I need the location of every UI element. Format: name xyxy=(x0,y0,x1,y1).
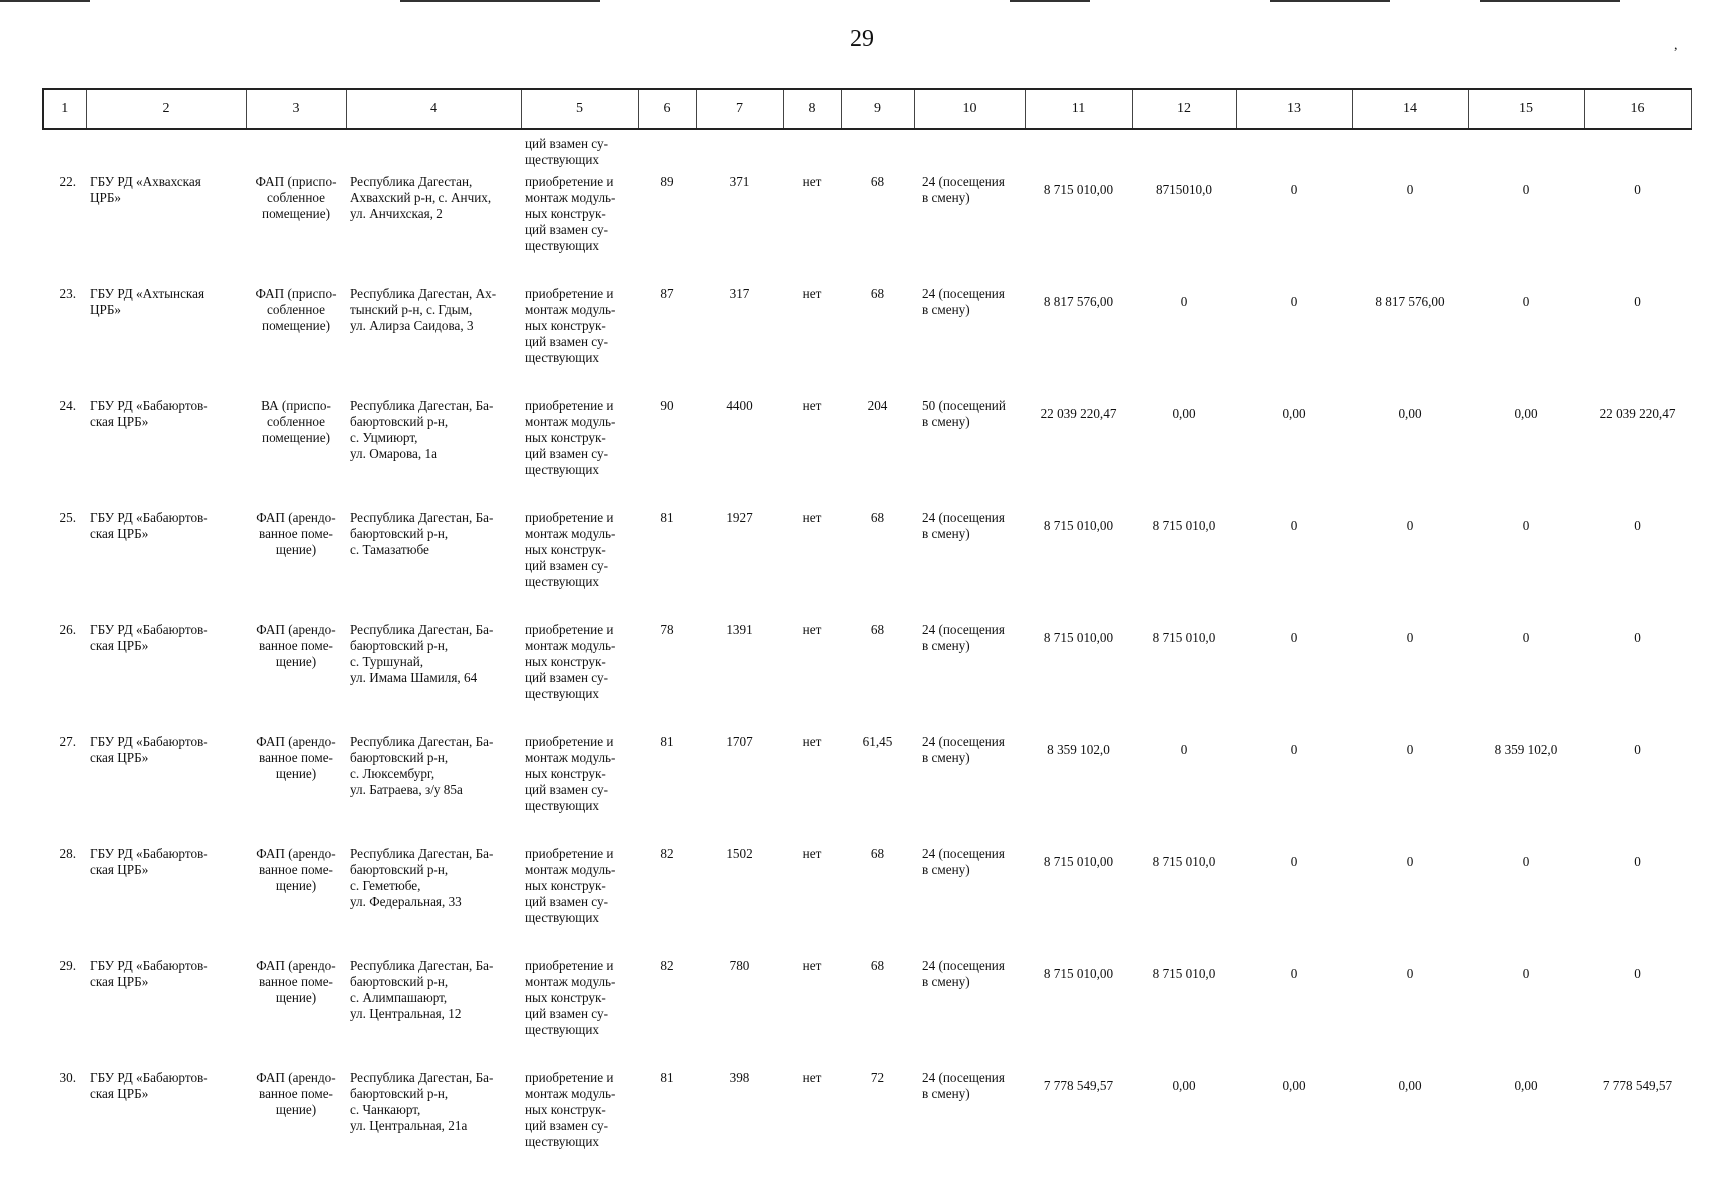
top-rule xyxy=(1480,0,1620,2)
col-16-amount: 0 xyxy=(1634,182,1641,197)
capacity-cell: 24 (посещения в смену) xyxy=(922,958,1005,989)
col-6-cell: 90 xyxy=(660,398,674,413)
facility-type-cell: ФАП (арендо- ванное поме- щение) xyxy=(256,734,336,781)
document-table xyxy=(42,88,1692,1178)
col-14-amount: 0 xyxy=(1406,742,1414,757)
col-7-cell: 780 xyxy=(729,958,750,973)
row-number: 30. xyxy=(59,1070,76,1085)
empty-cell xyxy=(841,129,914,170)
capacity-cell: 24 (посещения в смену) xyxy=(922,174,1005,205)
header-col-12: 12 xyxy=(1132,89,1236,129)
header-col-3: 3 xyxy=(246,89,346,129)
col-11-amount: 8 715 010,00 xyxy=(1043,518,1114,533)
col-8-cell: нет xyxy=(802,846,822,861)
header-col-13: 13 xyxy=(1236,89,1352,129)
organization-cell: ГБУ РД «Бабаюртов- ская ЦРБ» xyxy=(90,846,208,877)
col-16-amount: 22 039 220,47 xyxy=(1599,406,1676,421)
work-type-cell: приобретение и монтаж модуль- ных конструк- ций взамен су- ществующих xyxy=(525,398,616,477)
col-8-cell: нет xyxy=(802,286,822,301)
col-15-amount: 0 xyxy=(1522,294,1530,309)
col-9-cell: 68 xyxy=(870,846,885,861)
page-number: 29 xyxy=(850,26,874,52)
col-15-amount: 0,00 xyxy=(1514,406,1538,421)
col-14-amount: 0 xyxy=(1406,518,1414,533)
col-8-cell: нет xyxy=(802,734,822,749)
work-type-cell: приобретение и монтаж модуль- ных конструк- ций взамен су- ществующих xyxy=(525,622,616,701)
row-number: 26. xyxy=(59,622,76,637)
work-type-cell: приобретение и монтаж модуль- ных конструк- ций взамен су- ществующих xyxy=(525,510,616,589)
address-cell: Республика Дагестан, Ба- баюртовский р-н, с. Тамазатюбе xyxy=(350,510,494,557)
col-11-amount: 8 359 102,0 xyxy=(1047,742,1110,757)
header-col-8: 8 xyxy=(783,89,841,129)
col-9-cell: 68 xyxy=(870,510,885,525)
table-row xyxy=(43,282,1691,394)
empty-cell xyxy=(246,129,346,170)
empty-cell xyxy=(346,129,521,170)
table-row xyxy=(43,170,1691,282)
header-col-15: 15 xyxy=(1468,89,1584,129)
col-12-amount: 0,00 xyxy=(1172,1078,1196,1093)
col-11-amount: 8 715 010,00 xyxy=(1043,966,1114,981)
facility-type-cell: ФАП (арендо- ванное поме- щение) xyxy=(256,846,336,893)
col-8-cell: нет xyxy=(802,398,822,413)
organization-cell: ГБУ РД «Бабаюртов- ская ЦРБ» xyxy=(90,1070,208,1101)
continuation-row xyxy=(43,129,1691,170)
col-14-amount: 0 xyxy=(1406,966,1414,981)
col-7-cell: 371 xyxy=(729,174,750,189)
row-number: 24. xyxy=(59,398,76,413)
col-15-amount: 0 xyxy=(1522,966,1530,981)
col-12-amount: 8 715 010,0 xyxy=(1152,630,1216,645)
work-type-cell: приобретение и монтаж модуль- ных конструк- ций взамен су- ществующих xyxy=(525,734,616,813)
col-12-amount: 8715010,0 xyxy=(1155,182,1213,197)
table-row xyxy=(43,618,1691,730)
col-8-cell: нет xyxy=(802,174,822,189)
col-15-amount: 8 359 102,0 xyxy=(1494,742,1558,757)
row-number: 28. xyxy=(59,846,76,861)
col-11-amount: 8 817 576,00 xyxy=(1043,294,1114,309)
empty-cell xyxy=(43,129,86,170)
work-type-cell: приобретение и монтаж модуль- ных конструк- ций взамен су- ществующих xyxy=(525,1070,616,1149)
col-13-amount: 0 xyxy=(1290,854,1298,869)
address-cell: Республика Дагестан, Ах- тынский р-н, с. Гдым, ул. Алирза Саидова, 3 xyxy=(350,286,497,333)
empty-cell xyxy=(783,129,841,170)
header-col-9: 9 xyxy=(841,89,914,129)
col-9-cell: 204 xyxy=(867,398,888,413)
address-cell: Республика Дагестан, Ахвахский р-н, с. Анчих, ул. Анчихская, 2 xyxy=(350,174,492,221)
address-cell: Республика Дагестан, Ба- баюртовский р-н, с. Чанкаюрт, ул. Центральная, 21а xyxy=(350,1070,494,1133)
header-row xyxy=(43,89,1691,129)
header-col-2: 2 xyxy=(86,89,246,129)
organization-cell: ГБУ РД «Бабаюртов- ская ЦРБ» xyxy=(90,958,208,989)
col-8-cell: нет xyxy=(802,958,822,973)
col-6-cell: 82 xyxy=(660,846,674,861)
col-16-amount: 0 xyxy=(1634,518,1641,533)
col-13-amount: 0 xyxy=(1290,182,1298,197)
col-6-cell: 78 xyxy=(660,622,674,637)
col-7-cell: 1707 xyxy=(726,734,753,749)
header-col-4: 4 xyxy=(346,89,521,129)
header-col-6: 6 xyxy=(638,89,696,129)
col-13-amount: 0,00 xyxy=(1282,406,1306,421)
col-14-amount: 8 817 576,00 xyxy=(1375,294,1445,309)
col-9-cell: 68 xyxy=(870,174,885,189)
empty-cell xyxy=(1584,129,1691,170)
col-13-amount: 0 xyxy=(1290,518,1298,533)
col-15-amount: 0 xyxy=(1522,182,1530,197)
col-6-cell: 81 xyxy=(660,734,674,749)
row-number: 25. xyxy=(59,510,76,525)
col-9-cell: 68 xyxy=(870,622,885,637)
col-8-cell: нет xyxy=(802,622,822,637)
col-12-amount: 0 xyxy=(1180,294,1188,309)
col-14-amount: 0,00 xyxy=(1398,406,1422,421)
header-col-16: 16 xyxy=(1584,89,1691,129)
col-6-cell: 81 xyxy=(660,1070,674,1085)
col-13-amount: 0,00 xyxy=(1282,1078,1306,1093)
organization-cell: ГБУ РД «Бабаюртов- ская ЦРБ» xyxy=(90,734,208,765)
work-type-cell: приобретение и монтаж модуль- ных конструк- ций взамен су- ществующих xyxy=(525,846,616,925)
col-15-amount: 0 xyxy=(1522,854,1530,869)
col-13-amount: 0 xyxy=(1290,630,1298,645)
table-row xyxy=(43,842,1691,954)
work-type-cell: приобретение и монтаж модуль- ных конструк- ций взамен су- ществующих xyxy=(525,174,616,253)
address-cell: Республика Дагестан, Ба- баюртовский р-н, с. Уцмиюрт, ул. Омарова, 1а xyxy=(350,398,494,461)
facility-type-cell: ФАП (арендо- ванное поме- щение) xyxy=(256,510,336,557)
col-6-cell: 82 xyxy=(660,958,674,973)
empty-cell xyxy=(914,129,1025,170)
facility-type-cell: ФАП (приспо- собленное помещение) xyxy=(255,174,337,221)
empty-cell xyxy=(696,129,783,170)
col-16-amount: 0 xyxy=(1634,854,1641,869)
facility-type-cell: ФАП (приспо- собленное помещение) xyxy=(255,286,337,333)
col-7-cell: 398 xyxy=(729,1070,750,1085)
col-12-amount: 8 715 010,0 xyxy=(1152,854,1216,869)
address-cell: Республика Дагестан, Ба- баюртовский р-н, с. Алимпашаюрт, ул. Центральная, 12 xyxy=(350,958,494,1021)
organization-cell: ГБУ РД «Бабаюртов- ская ЦРБ» xyxy=(90,398,208,429)
col-11-amount: 7 778 549,57 xyxy=(1043,1078,1114,1093)
table-row xyxy=(43,506,1691,618)
facility-type-cell: ВА (приспо- собленное помещение) xyxy=(261,398,331,445)
top-rule xyxy=(400,0,600,2)
address-cell: Республика Дагестан, Ба- баюртовский р-н, с. Геметюбе, ул. Федеральная, 33 xyxy=(350,846,494,909)
row-number: 29. xyxy=(59,958,76,973)
col-14-amount: 0 xyxy=(1406,630,1414,645)
col-14-amount: 0 xyxy=(1406,854,1414,869)
facility-type-cell: ФАП (арендо- ванное поме- щение) xyxy=(256,958,336,1005)
col-16-amount: 0 xyxy=(1634,742,1641,757)
col-9-cell: 68 xyxy=(870,286,885,301)
col-16-amount: 0 xyxy=(1634,630,1641,645)
capacity-cell: 50 (посещений в смену) xyxy=(922,398,1006,429)
continuation-text: ций взамен су- ществующих xyxy=(525,136,608,167)
col-6-cell: 87 xyxy=(660,286,674,301)
corner-mark: , xyxy=(1674,38,1678,53)
col-11-amount: 8 715 010,00 xyxy=(1043,182,1114,197)
col-9-cell: 68 xyxy=(870,958,885,973)
empty-cell xyxy=(1468,129,1584,170)
table-row xyxy=(43,1066,1691,1178)
col-13-amount: 0 xyxy=(1290,966,1298,981)
address-cell: Республика Дагестан, Ба- баюртовский р-н, с. Туршунай, ул. Имама Шамиля, 64 xyxy=(350,622,494,685)
address-cell: Республика Дагестан, Ба- баюртовский р-н, с. Люксембург, ул. Батраева, з/у 85а xyxy=(350,734,494,797)
col-7-cell: 1927 xyxy=(726,510,753,525)
work-type-cell: приобретение и монтаж модуль- ных конструк- ций взамен су- ществующих xyxy=(525,286,616,365)
col-14-amount: 0 xyxy=(1406,182,1414,197)
facility-type-cell: ФАП (арендо- ванное поме- щение) xyxy=(256,622,336,669)
table-row xyxy=(43,954,1691,1066)
organization-cell: ГБУ РД «Ахвахская ЦРБ» xyxy=(90,174,201,205)
empty-cell xyxy=(1025,129,1132,170)
row-number: 23. xyxy=(59,286,76,301)
organization-cell: ГБУ РД «Ахтынская ЦРБ» xyxy=(90,286,205,317)
header-col-10: 10 xyxy=(914,89,1025,129)
header-col-1: 1 xyxy=(43,89,86,129)
table-header xyxy=(43,89,1691,129)
col-7-cell: 4400 xyxy=(726,398,753,413)
col-16-amount: 0 xyxy=(1634,294,1641,309)
top-rule xyxy=(1010,0,1090,2)
empty-cell xyxy=(638,129,696,170)
capacity-cell: 24 (посещения в смену) xyxy=(922,510,1005,541)
col-14-amount: 0,00 xyxy=(1398,1078,1422,1093)
capacity-cell: 24 (посещения в смену) xyxy=(922,734,1005,765)
table-row xyxy=(43,394,1691,506)
col-6-cell: 89 xyxy=(660,174,674,189)
facility-type-cell: ФАП (арендо- ванное поме- щение) xyxy=(256,1070,336,1117)
empty-cell xyxy=(1132,129,1236,170)
col-15-amount: 0 xyxy=(1522,518,1530,533)
col-13-amount: 0 xyxy=(1290,742,1298,757)
col-6-cell: 81 xyxy=(660,510,674,525)
col-16-amount: 7 778 549,57 xyxy=(1602,1078,1673,1093)
top-rule xyxy=(1270,0,1390,2)
capacity-cell: 24 (посещения в смену) xyxy=(922,1070,1005,1101)
col-11-amount: 22 039 220,47 xyxy=(1040,406,1117,421)
col-12-amount: 0,00 xyxy=(1172,406,1196,421)
col-8-cell: нет xyxy=(802,1070,822,1085)
col-12-amount: 8 715 010,0 xyxy=(1152,518,1216,533)
col-15-amount: 0,00 xyxy=(1514,1078,1538,1093)
col-9-cell: 61,45 xyxy=(862,734,893,749)
col-12-amount: 8 715 010,0 xyxy=(1152,966,1216,981)
header-col-14: 14 xyxy=(1352,89,1468,129)
header-col-11: 11 xyxy=(1025,89,1132,129)
capacity-cell: 24 (посещения в смену) xyxy=(922,622,1005,653)
header-col-5: 5 xyxy=(521,89,638,129)
header-col-7: 7 xyxy=(696,89,783,129)
col-11-amount: 8 715 010,00 xyxy=(1043,630,1114,645)
col-7-cell: 1502 xyxy=(726,846,753,861)
col-12-amount: 0 xyxy=(1180,742,1188,757)
capacity-cell: 24 (посещения в смену) xyxy=(922,846,1005,877)
row-number: 27. xyxy=(59,734,76,749)
col-8-cell: нет xyxy=(802,510,822,525)
col-11-amount: 8 715 010,00 xyxy=(1043,854,1114,869)
table-body xyxy=(43,129,1691,1178)
col-9-cell: 72 xyxy=(870,1070,885,1085)
col-13-amount: 0 xyxy=(1290,294,1298,309)
col-16-amount: 0 xyxy=(1634,966,1641,981)
empty-cell xyxy=(1236,129,1352,170)
top-rule xyxy=(0,0,90,2)
empty-cell xyxy=(86,129,246,170)
col-7-cell: 317 xyxy=(729,286,750,301)
capacity-cell: 24 (посещения в смену) xyxy=(922,286,1005,317)
empty-cell xyxy=(1352,129,1468,170)
organization-cell: ГБУ РД «Бабаюртов- ская ЦРБ» xyxy=(90,510,208,541)
organization-cell: ГБУ РД «Бабаюртов- ская ЦРБ» xyxy=(90,622,208,653)
row-number: 22. xyxy=(59,174,76,189)
col-15-amount: 0 xyxy=(1522,630,1530,645)
work-type-cell: приобретение и монтаж модуль- ных конструк- ций взамен су- ществующих xyxy=(525,958,616,1037)
col-7-cell: 1391 xyxy=(726,622,753,637)
table-row xyxy=(43,730,1691,842)
